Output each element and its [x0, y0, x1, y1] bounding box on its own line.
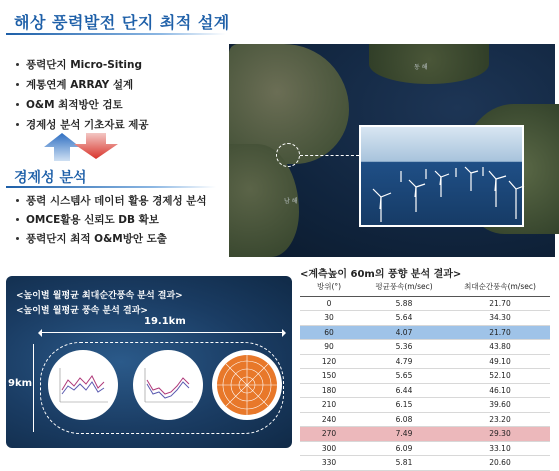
table-row-highlighted: [300, 427, 550, 442]
table-row: [300, 383, 550, 398]
table-row: [300, 398, 550, 413]
table-cell: 6.15: [358, 398, 450, 413]
table-cell: 23.20: [450, 412, 550, 427]
table-cell: 21.70: [450, 325, 550, 340]
table-cell: 39.60: [450, 398, 550, 413]
design-item-label: 계통연계 ARRAY 설계: [26, 78, 134, 91]
land-mass: [369, 44, 489, 84]
wind-analysis-image: [6, 276, 292, 448]
table-header-row: [300, 278, 550, 296]
table-title: <계측높이 60m의 풍향 분석 결과>: [300, 269, 462, 280]
max-gust-label: <높이별 월평균 최대순간풍속 분석 결과>: [16, 291, 183, 301]
page-title: 해상 풍력발전 단지 최적 설계: [14, 13, 230, 32]
design-list: [16, 54, 149, 134]
width-dimension-line: [40, 332, 284, 333]
table-cell: 4.79: [358, 354, 450, 369]
design-item: [16, 114, 149, 134]
design-item: [16, 94, 149, 114]
bullet-icon: [16, 218, 19, 221]
column-header: 최대순간풍속(m/sec): [450, 278, 550, 296]
site-marker: [276, 143, 300, 167]
table-cell: 34.30: [450, 311, 550, 326]
table-cell: 5.65: [358, 369, 450, 384]
table-cell: 240: [300, 412, 358, 427]
down-arrow-icon: [74, 133, 118, 159]
table-cell: 21.70: [450, 296, 550, 311]
table-cell: 5.64: [358, 311, 450, 326]
econ-item-label: OMCE활용 신뢰도 DB 확보: [26, 214, 159, 226]
mean-line-chart-thumbnail: [133, 350, 203, 420]
table-cell: 7.49: [358, 427, 450, 442]
table-row: [300, 296, 550, 311]
section-subtitle: 경제성 분석: [14, 170, 87, 186]
table-cell: 5.88: [358, 296, 450, 311]
column-header: 방위(°): [300, 278, 358, 296]
table-cell: 5.36: [358, 340, 450, 355]
bullet-icon: [16, 123, 19, 126]
econ-list: [16, 191, 207, 248]
design-item-label: O&M 최적방안 검토: [26, 98, 123, 111]
table-row: [300, 311, 550, 326]
wind-turbines-image: [361, 127, 526, 229]
table-cell: 6.08: [358, 412, 450, 427]
table-row: [300, 441, 550, 456]
table-cell: 150: [300, 369, 358, 384]
table-cell: 5.81: [358, 456, 450, 471]
table-cell: 120: [300, 354, 358, 369]
econ-item: [16, 210, 207, 229]
econ-item-label: 풍력단지 최적 O&M방안 도출: [26, 233, 167, 245]
table-row-highlighted: [300, 325, 550, 340]
subtitle-underline: [6, 186, 216, 188]
wind-farm-photo: [359, 125, 524, 227]
map-label: 남 해: [284, 198, 298, 205]
table-cell: 300: [300, 441, 358, 456]
table-cell: 43.80: [450, 340, 550, 355]
econ-item: [16, 229, 207, 248]
table-row: [300, 354, 550, 369]
table-cell: 6.09: [358, 441, 450, 456]
table-cell: 33.10: [450, 441, 550, 456]
table-cell: 270: [300, 427, 358, 442]
table-cell: 4.07: [358, 325, 450, 340]
table-cell: 29.30: [450, 427, 550, 442]
wind-rose-thumbnail: [212, 350, 282, 420]
table-row: [300, 456, 550, 471]
bullet-icon: [16, 63, 19, 66]
econ-item-label: 풍력 시스템사 데이터 활용 경제성 분석: [26, 195, 207, 207]
table-cell: 60: [300, 325, 358, 340]
table-cell: 46.10: [450, 383, 550, 398]
bullet-icon: [16, 237, 19, 240]
bullet-icon: [16, 103, 19, 106]
height-dimension-line: [33, 344, 34, 432]
gust-line-chart-thumbnail: [48, 350, 118, 420]
econ-item: [16, 191, 207, 210]
title-underline: [6, 33, 226, 35]
mean-speed-label: <높이별 월평균 풍속 분석 결과>: [16, 306, 148, 316]
table-cell: 330: [300, 456, 358, 471]
table-row: [300, 412, 550, 427]
column-header: 평균풍속(m/sec): [358, 278, 450, 296]
table-cell: 90: [300, 340, 358, 355]
design-item-label: 풍력단지 Micro-Siting: [26, 58, 143, 71]
width-dimension-label: 19.1km: [144, 316, 186, 327]
design-item-label: 경제성 분석 기초자료 제공: [26, 118, 149, 131]
table-cell: 210: [300, 398, 358, 413]
table-row: [300, 340, 550, 355]
table-cell: 180: [300, 383, 358, 398]
site-connector: [300, 155, 359, 156]
table-cell: 20.60: [450, 456, 550, 471]
table-cell: 49.10: [450, 354, 550, 369]
design-item: [16, 54, 149, 74]
map-label: 동 해: [414, 64, 428, 71]
height-dimension-label: 9km: [8, 378, 33, 389]
table-row: [300, 369, 550, 384]
table-cell: 0: [300, 296, 358, 311]
table-cell: 6.44: [358, 383, 450, 398]
bullet-icon: [16, 199, 19, 202]
table-cell: 52.10: [450, 369, 550, 384]
design-item: [16, 74, 149, 94]
table-cell: 30: [300, 311, 358, 326]
bullet-icon: [16, 83, 19, 86]
wind-direction-table: [300, 278, 550, 471]
